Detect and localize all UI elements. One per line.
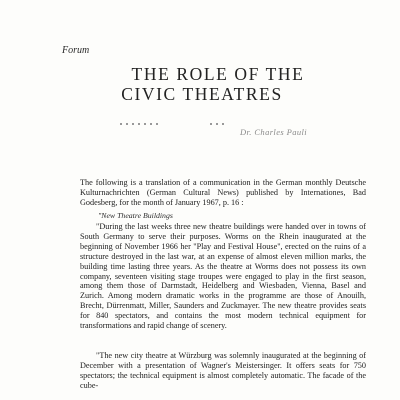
body-paragraph-2: "The new city theatre at Würzburg was solemnly inaugurated at the beginning of December with a presentation of Wagner's Meistersinger. It offers seats for 750 spectators; the technical equipment is almost completely automatic. The facade of the cube- bbox=[80, 351, 366, 390]
article-title-line-2: CIVIC THEATRES bbox=[121, 84, 283, 104]
article-title-line-1: THE ROLE OF THE bbox=[131, 64, 305, 84]
subheading: "New Theatre Buildings bbox=[98, 211, 173, 220]
decorative-dots-center bbox=[210, 123, 224, 125]
author-byline: Dr. Charles Pauli bbox=[240, 127, 308, 137]
intro-paragraph: The following is a translation of a communication in the German monthly Deutsche Kulturnachrichten (German Cultural News) published by Internationes, Bad Godesberg, for the month of January 1967, p. 16 : bbox=[80, 178, 366, 207]
body-paragraph-1: "During the last weeks three new theatre buildings were handed over in towns of South Germany to serve their purposes. Worms on the Rhein inaugurated at the beginning of November 1966 her "Play and Festival House", erected on the ruins of a structure destroyed in the last war, at an expense of almost eleven million marks, the building time lasting three years. As the theatre at Worms does not possess its own company, seventeen visiting stage troupes were engaged to play in the first season, among them those of Darmstadt, Heidelberg and Wiesbaden, Vienna, Basel and Zurich. Among modern dramatic works in the programme are those of Anouilh, Brecht, Dürrenmatt, Miller, Saunders and Zuckmayer. The new theatre provides seats for 840 spectators, and contains the most modern technical equipment for transformations and rapid change of scenery. bbox=[80, 222, 366, 331]
section-label: Forum bbox=[62, 45, 90, 56]
decorative-dots-left bbox=[120, 123, 158, 125]
